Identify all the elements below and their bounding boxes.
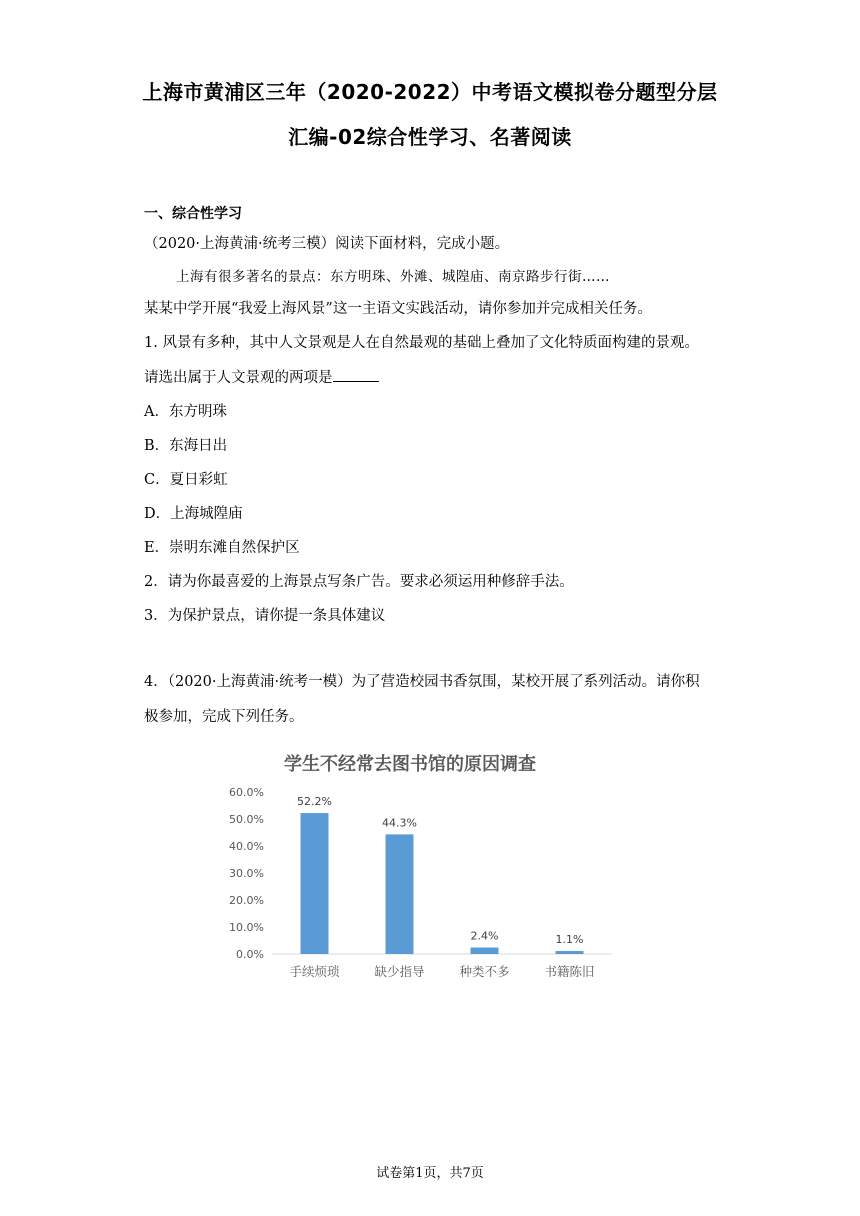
data-label-4: 1.1%	[555, 933, 584, 947]
bar-2	[386, 834, 414, 954]
option-d: D．上海城隍庙	[144, 506, 243, 522]
chart-title: 学生不经常去图书馆的原因调查	[284, 754, 536, 775]
option-e: E．崇明东滩自然保护区	[144, 540, 300, 556]
material-text: 上海有很多著名的景点：东方明珠、外滩、城隍庙、南京路步行街……	[176, 269, 610, 285]
data-label-3: 2.4%	[470, 929, 499, 943]
question-2: 2．请为你最喜爱的上海景点写条广告。要求必须运用种修辞手法。	[144, 574, 574, 590]
x-tick-label: 种类不多	[459, 964, 510, 979]
question-1-line2	[144, 366, 379, 387]
x-tick-label: 缺少指导	[374, 964, 425, 979]
data-label-1: 52.2%	[297, 795, 332, 809]
question-1-line1: 1. 风景有多种，其中人文景观是人在自然最观的基础上叠加了文化特质面构建的景观。	[144, 335, 699, 351]
bar-1	[301, 813, 329, 954]
data-label-2: 44.3%	[382, 816, 417, 830]
question-3: 3．为保护景点，请你提一条具体建议	[144, 608, 386, 624]
option-c: C．夏日彩虹	[144, 472, 228, 488]
data-labels	[297, 795, 583, 946]
answer-blank	[333, 380, 379, 382]
x-tick-label: 手续烦琐	[289, 964, 340, 979]
option-a: A．东方明珠	[144, 404, 227, 420]
page-footer: 试卷第1页，共7页	[376, 1166, 484, 1181]
x-axis	[289, 964, 594, 979]
bar-3	[471, 948, 499, 954]
y-tick-label: 50.0%	[229, 813, 264, 826]
y-tick-label: 20.0%	[229, 894, 264, 907]
question-4-line1: 4．（2020·上海黄浦·统考一模）为了营造校园书香氛围，某校开展了系列活动。请你积	[144, 674, 700, 690]
y-tick-label: 0.0%	[236, 948, 264, 961]
y-tick-label: 40.0%	[229, 840, 264, 853]
y-tick-label: 10.0%	[229, 921, 264, 934]
x-tick-label: 书籍陈旧	[544, 964, 595, 979]
activity-intro: 某某中学开展“我爱上海风景”这一主语文实践活动，请你参加并完成相关任务。	[144, 301, 652, 317]
library-survey-chart	[222, 740, 622, 990]
document-title-line1: 上海市黄浦区三年（2020-2022）中考语文模拟卷分题型分层	[142, 80, 718, 104]
bar-4	[556, 951, 584, 954]
section-heading: 一、综合性学习	[144, 206, 242, 222]
question-1-prompt: 请选出属于人文景观的两项是	[144, 370, 333, 386]
question-4-line2: 极参加，完成下列任务。	[144, 709, 304, 725]
source-note: （2020·上海黄浦·统考三模）阅读下面材料，完成小题。	[144, 236, 510, 252]
y-tick-label: 60.0%	[229, 786, 264, 799]
y-axis	[229, 786, 264, 961]
option-b: B．东海日出	[144, 438, 228, 454]
y-tick-label: 30.0%	[229, 867, 264, 880]
document-title-line2: 汇编-02综合性学习、名著阅读	[288, 125, 572, 149]
bar-series	[301, 813, 584, 954]
